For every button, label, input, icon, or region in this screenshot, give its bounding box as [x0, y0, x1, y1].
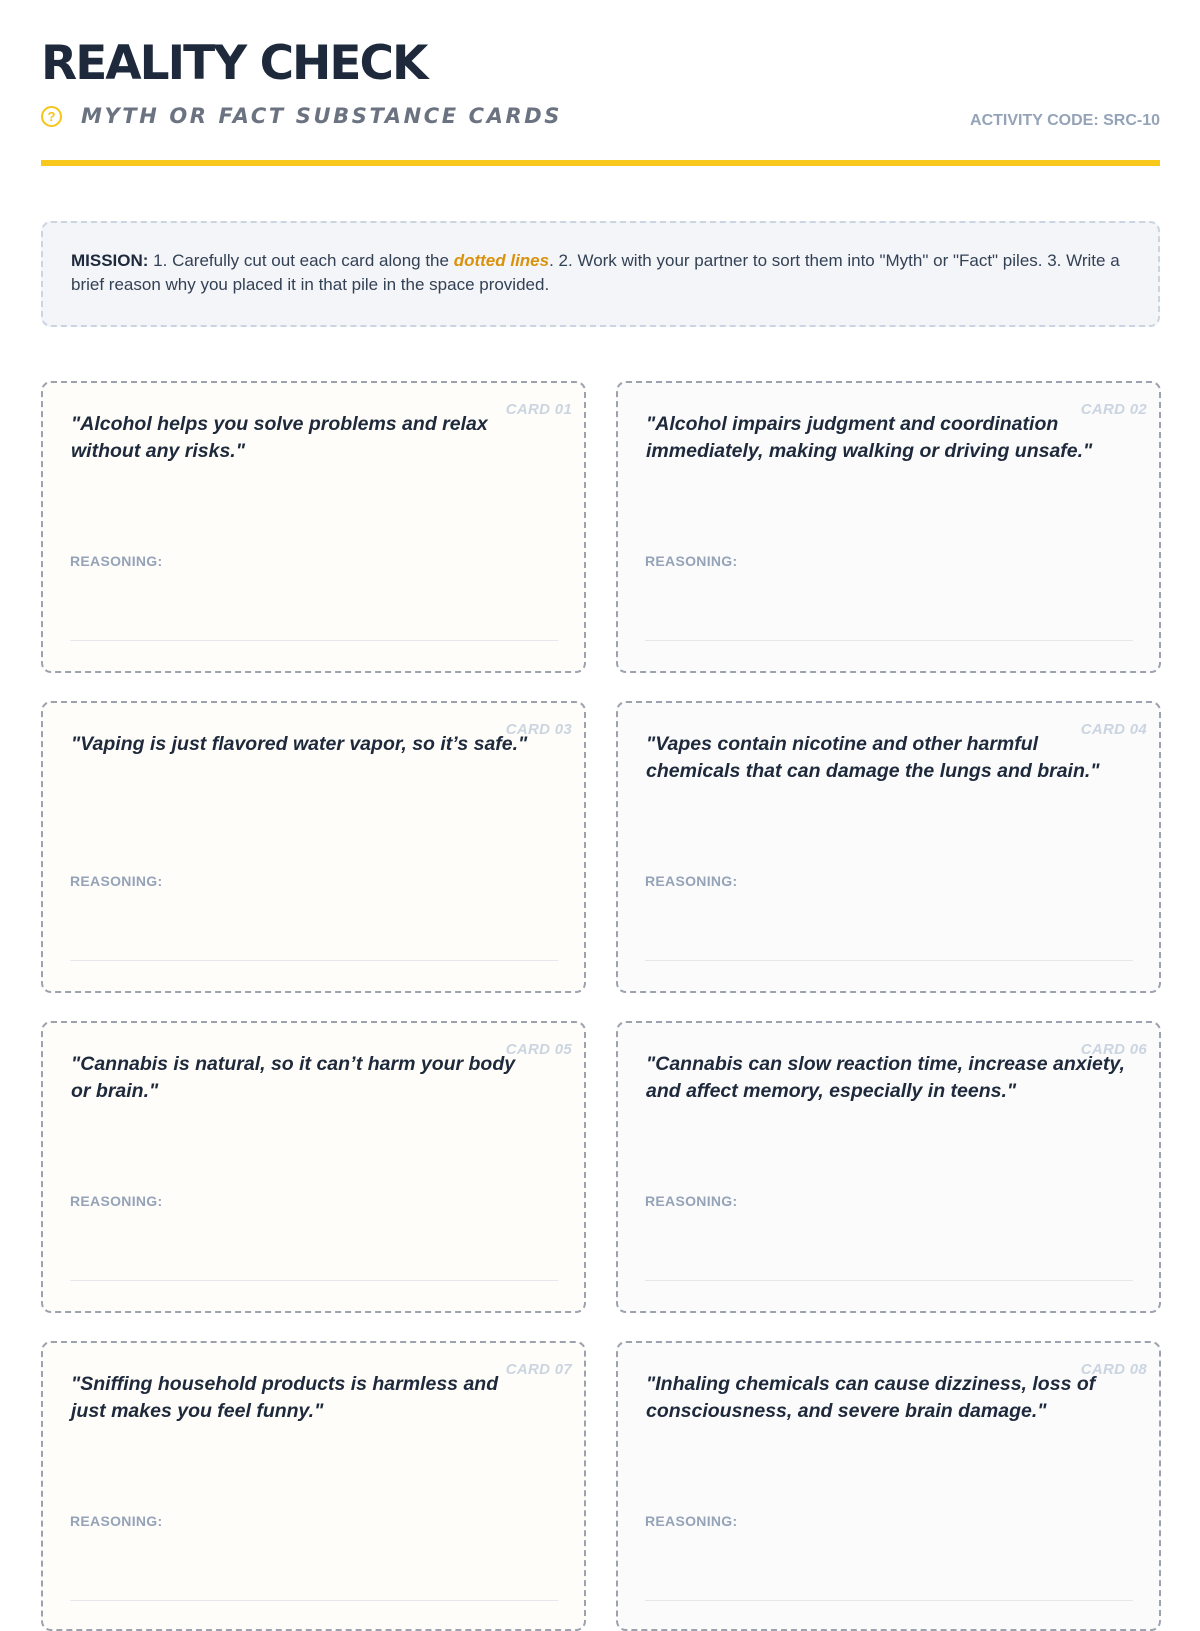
reasoning-line[interactable] — [645, 1280, 1133, 1281]
reasoning-label: REASONING: — [645, 1513, 738, 1529]
card-code: CARD 04 — [1080, 721, 1147, 738]
reasoning-line[interactable] — [70, 1600, 558, 1601]
activity-code: ACTIVITY CODE: SRC-10 — [970, 112, 1160, 129]
card-statement: "Cannabis is natural, so it can’t harm your body or brain." — [71, 1053, 516, 1102]
reasoning-line[interactable] — [645, 960, 1133, 961]
question-circle-icon: ? — [41, 106, 62, 127]
card-code: CARD 01 — [505, 401, 572, 418]
card-statement: "Cannabis can slow reaction time, increase anxiety, and affect memory, especially in teens." — [646, 1053, 1125, 1102]
card-statement: "Alcohol impairs judgment and coordination immediately, making walking or driving unsafe." — [646, 413, 1093, 462]
reasoning-label: REASONING: — [645, 1193, 738, 1209]
mission-box — [41, 221, 1160, 327]
mission-label: MISSION: — [71, 251, 149, 270]
card-code: CARD 02 — [1080, 401, 1147, 418]
mission-text-before: 1. Carefully cut out each card along the — [148, 251, 454, 270]
reasoning-label: REASONING: — [70, 553, 163, 569]
reasoning-line[interactable] — [70, 960, 558, 961]
card-code: CARD 03 — [505, 721, 572, 738]
card-04[interactable] — [616, 701, 1161, 993]
card-05[interactable] — [41, 1021, 586, 1313]
subtitle-row — [41, 104, 562, 128]
reasoning-line[interactable] — [70, 640, 558, 641]
reasoning-label: REASONING: — [645, 873, 738, 889]
card-03[interactable] — [41, 701, 586, 993]
reasoning-label: REASONING: — [70, 873, 163, 889]
page-subtitle: MYTH OR FACT SUBSTANCE CARDS — [81, 104, 563, 128]
card-code: CARD 07 — [505, 1361, 572, 1378]
card-code: CARD 08 — [1080, 1361, 1147, 1378]
reasoning-label: REASONING: — [70, 1193, 163, 1209]
card-01[interactable] — [41, 381, 586, 673]
reasoning-line[interactable] — [645, 1600, 1133, 1601]
card-06[interactable] — [616, 1021, 1161, 1313]
mission-text-after: . 2. Work with your partner to sort them into "Myth" or "Fact" piles. 3. Write a brief reason why you placed it in that pile in the space provided. — [71, 251, 1120, 294]
card-statement: "Alcohol helps you solve problems and relax without any risks." — [71, 413, 488, 462]
mission-highlight: dotted lines — [453, 251, 550, 270]
card-statement: "Vapes contain nicotine and other harmful chemicals that can damage the lungs and brain." — [646, 733, 1100, 782]
card-code: CARD 05 — [505, 1041, 572, 1058]
worksheet-page — [41, 0, 1160, 1529]
reasoning-line[interactable] — [70, 1280, 558, 1281]
card-02[interactable] — [616, 381, 1161, 673]
page-header — [41, 0, 1160, 168]
card-08[interactable] — [616, 1341, 1161, 1631]
card-statement: "Sniffing household products is harmless and just makes you feel funny." — [71, 1373, 499, 1422]
reasoning-label: REASONING: — [70, 1513, 163, 1529]
card-code: CARD 06 — [1080, 1041, 1147, 1058]
header-divider — [41, 160, 1160, 166]
card-statement: "Inhaling chemicals can cause dizziness, loss of consciousness, and severe brain damage." — [646, 1373, 1096, 1422]
card-statement: "Vaping is just flavored water vapor, so it’s safe." — [71, 733, 528, 755]
reasoning-line[interactable] — [645, 640, 1133, 641]
page-title: REALITY CHECK — [41, 36, 427, 91]
reasoning-label: REASONING: — [645, 553, 738, 569]
card-07[interactable] — [41, 1341, 586, 1631]
